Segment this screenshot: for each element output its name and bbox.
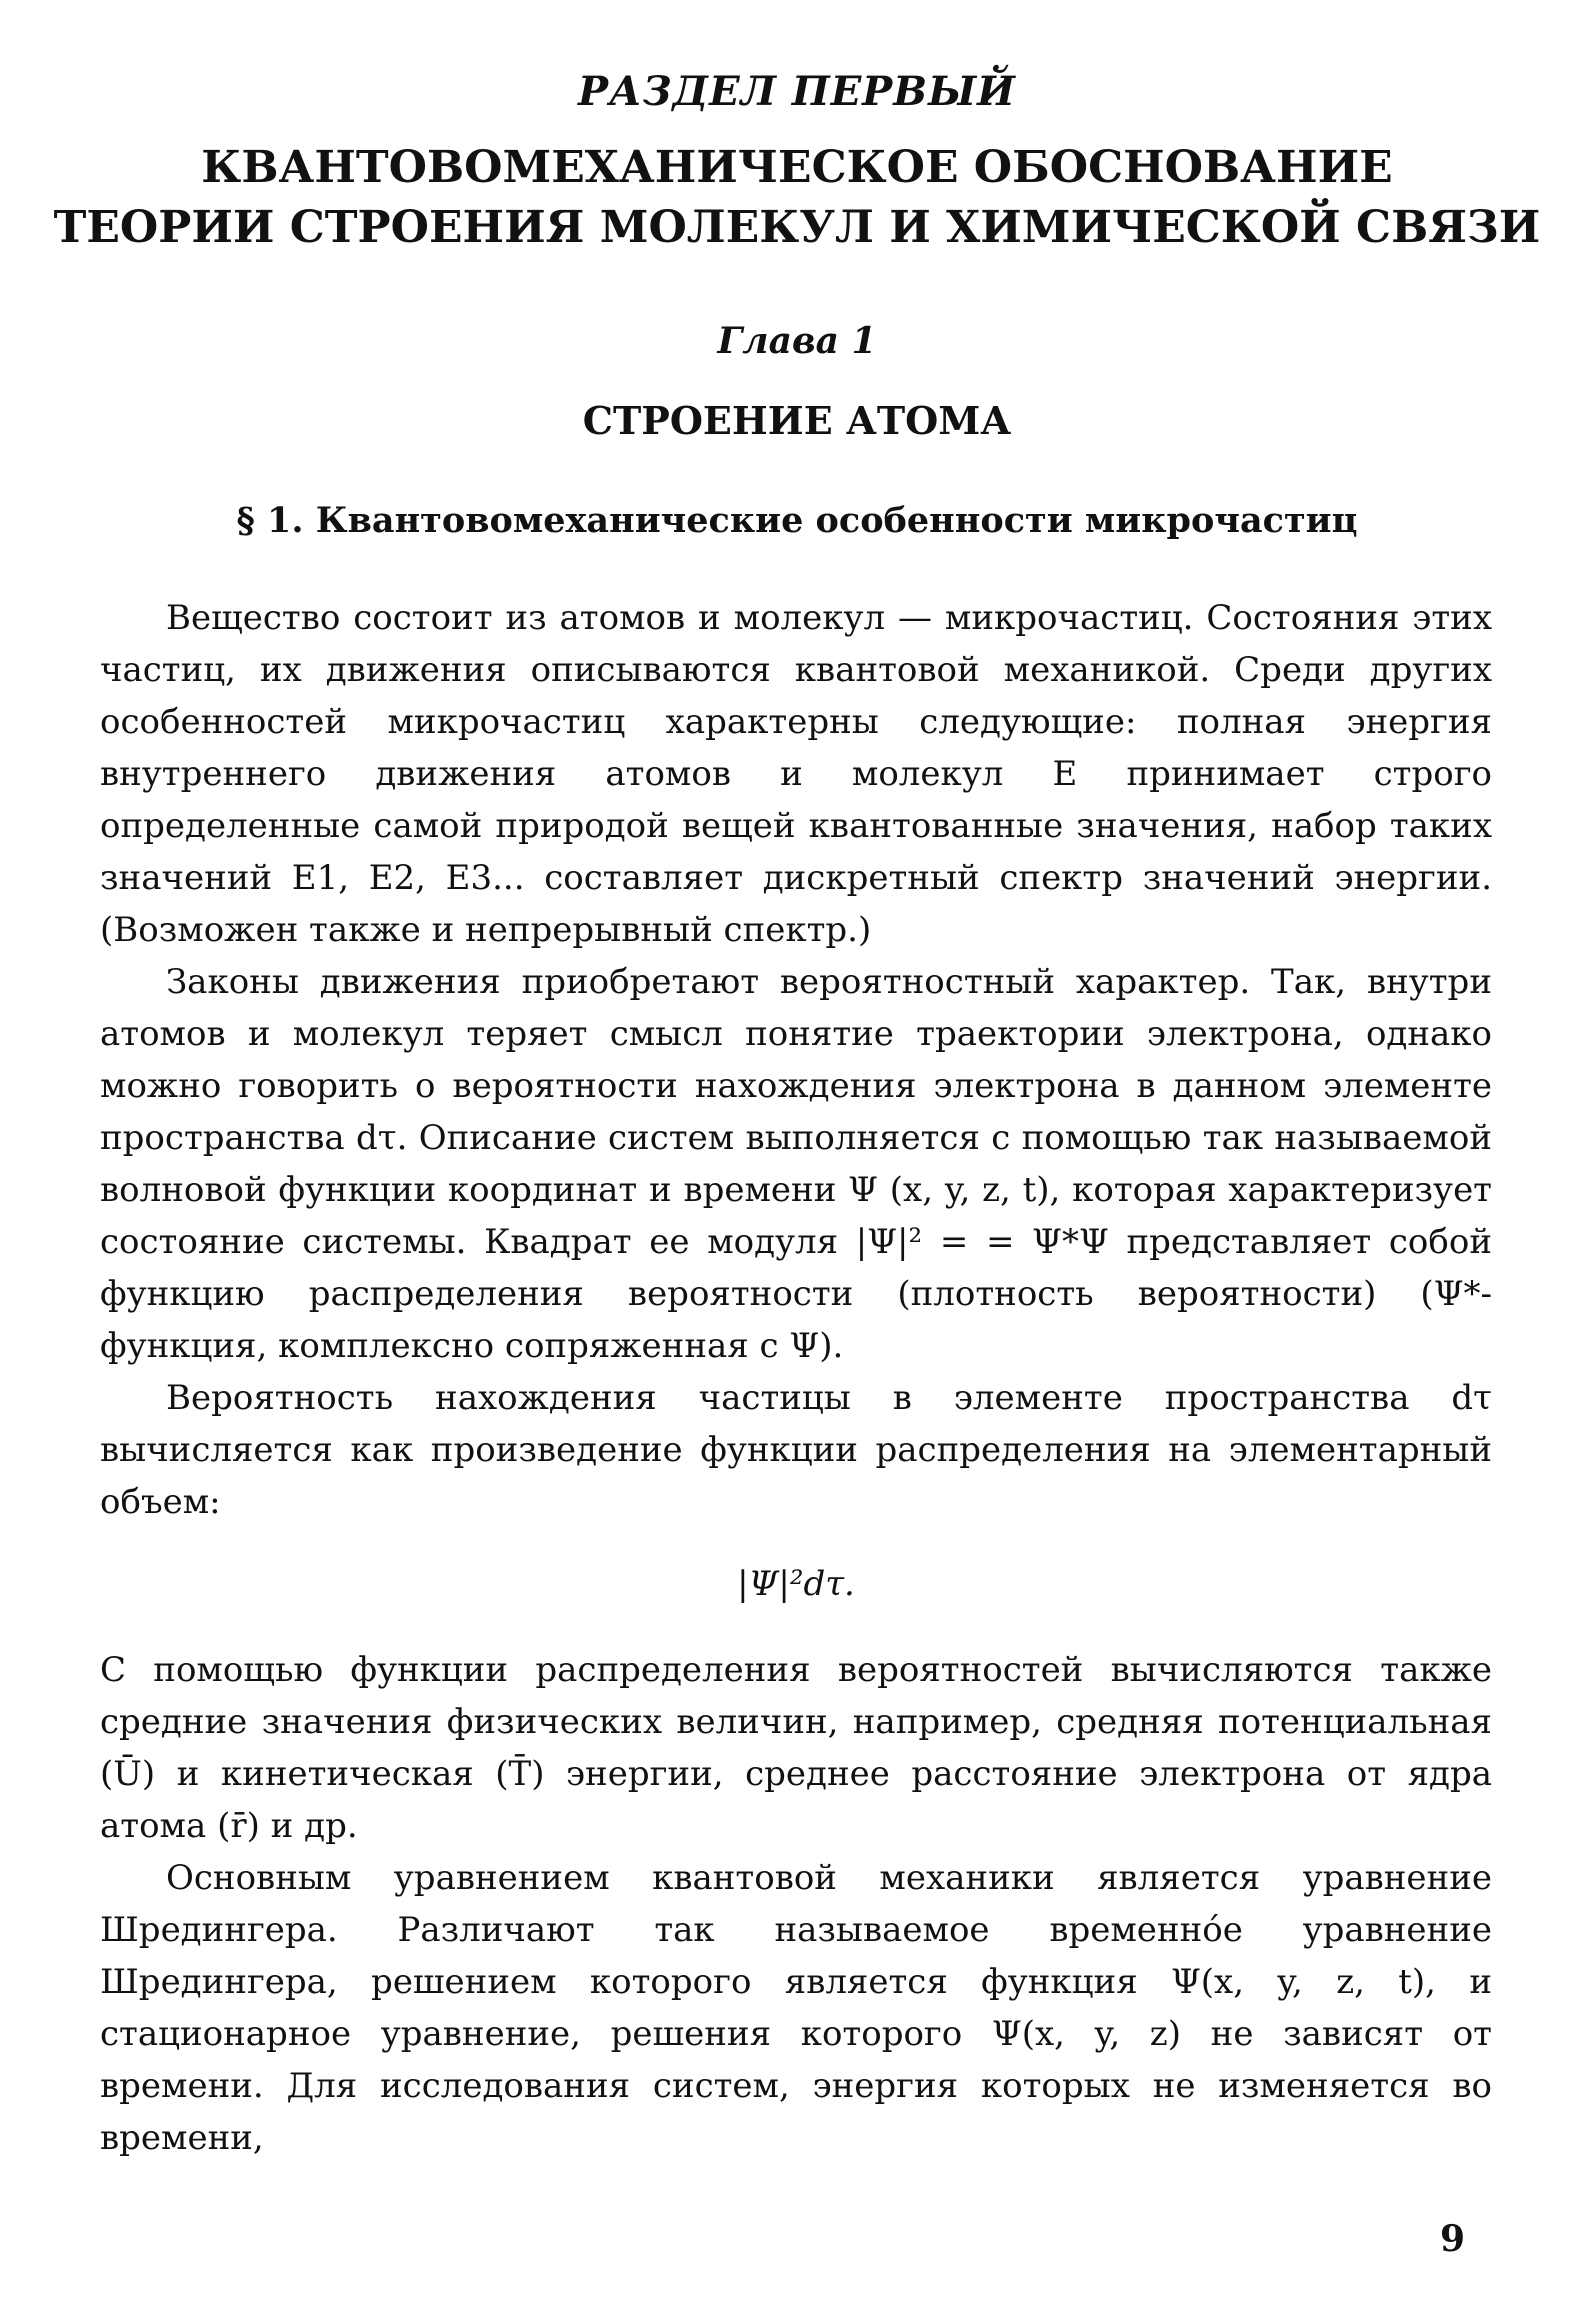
- formula: |Ψ|²dτ.: [737, 1564, 855, 1604]
- body-text: [100, 592, 1492, 2164]
- paragraph-5: Основным уравнением квантовой механики является уравнение Шредингера. Различают так называемое временнóе уравнение Шредингера, решением которого является функция Ψ(x, y, z, t), и стационарное уравнение, решения которого Ψ(x, y, z) не зависят от времени. Для исследования систем, энергия которых не изменяется во времени,: [100, 1858, 1492, 2158]
- paragraph-3: Вероятность нахождения частицы в элементе пространства dτ вычисляется как произведение функции распределения на элементарный объем:: [100, 1378, 1492, 1522]
- chapter-title: СТРОЕНИЕ АТОМА: [582, 398, 1012, 443]
- part-title: [0, 138, 1594, 258]
- page-number: 9: [1440, 2218, 1466, 2260]
- paragraph-4: С помощью функции распределения вероятностей вычисляются также средние значения физических величин, например, средняя потенциальная (Ū) и кинетическая (T̄) энергии, среднее расстояние электрона от ядра атома (r̄) и др.: [100, 1650, 1492, 1846]
- chapter-label: Глава 1: [717, 320, 877, 362]
- part-title-line-2: ТЕОРИИ СТРОЕНИЯ МОЛЕКУЛ И ХИМИЧЕСКОЙ СВЯЗИ: [53, 202, 1541, 253]
- section-heading: § 1. Квантовомеханические особенности микрочастиц: [236, 500, 1358, 541]
- paragraph-2: Законы движения приобретают вероятностный характер. Так, внутри атомов и молекул теряет смысл понятие траектории электрона, однако можно говорить о вероятности нахождения электрона в данном элементе пространства dτ. Описание систем выполняется с помощью так называемой волновой функции координат и времени Ψ (x, y, z, t), которая характеризует состояние системы. Квадрат ее модуля |Ψ|² = = Ψ*Ψ представляет собой функцию распределения вероятности (плотность вероятности) (Ψ*-функция, комплексно сопряженная с Ψ).: [100, 962, 1492, 1366]
- section-label: РАЗДЕЛ ПЕРВЫЙ: [578, 68, 1016, 115]
- part-title-line-1: КВАНТОВОМЕХАНИЧЕСКОЕ ОБОСНОВАНИЕ: [201, 142, 1393, 193]
- paragraph-1: Вещество состоит из атомов и молекул — микрочастиц. Состояния этих частиц, их движения описываются квантовой механикой. Среди других особенностей микрочастиц характерны следующие: полная энергия внутреннего движения атомов и молекул E принимает строго определенные самой природой вещей квантованные значения, набор таких значений E1, E2, E3... составляет дискретный спектр значений энергии. (Возможен также и непрерывный спектр.): [100, 598, 1492, 950]
